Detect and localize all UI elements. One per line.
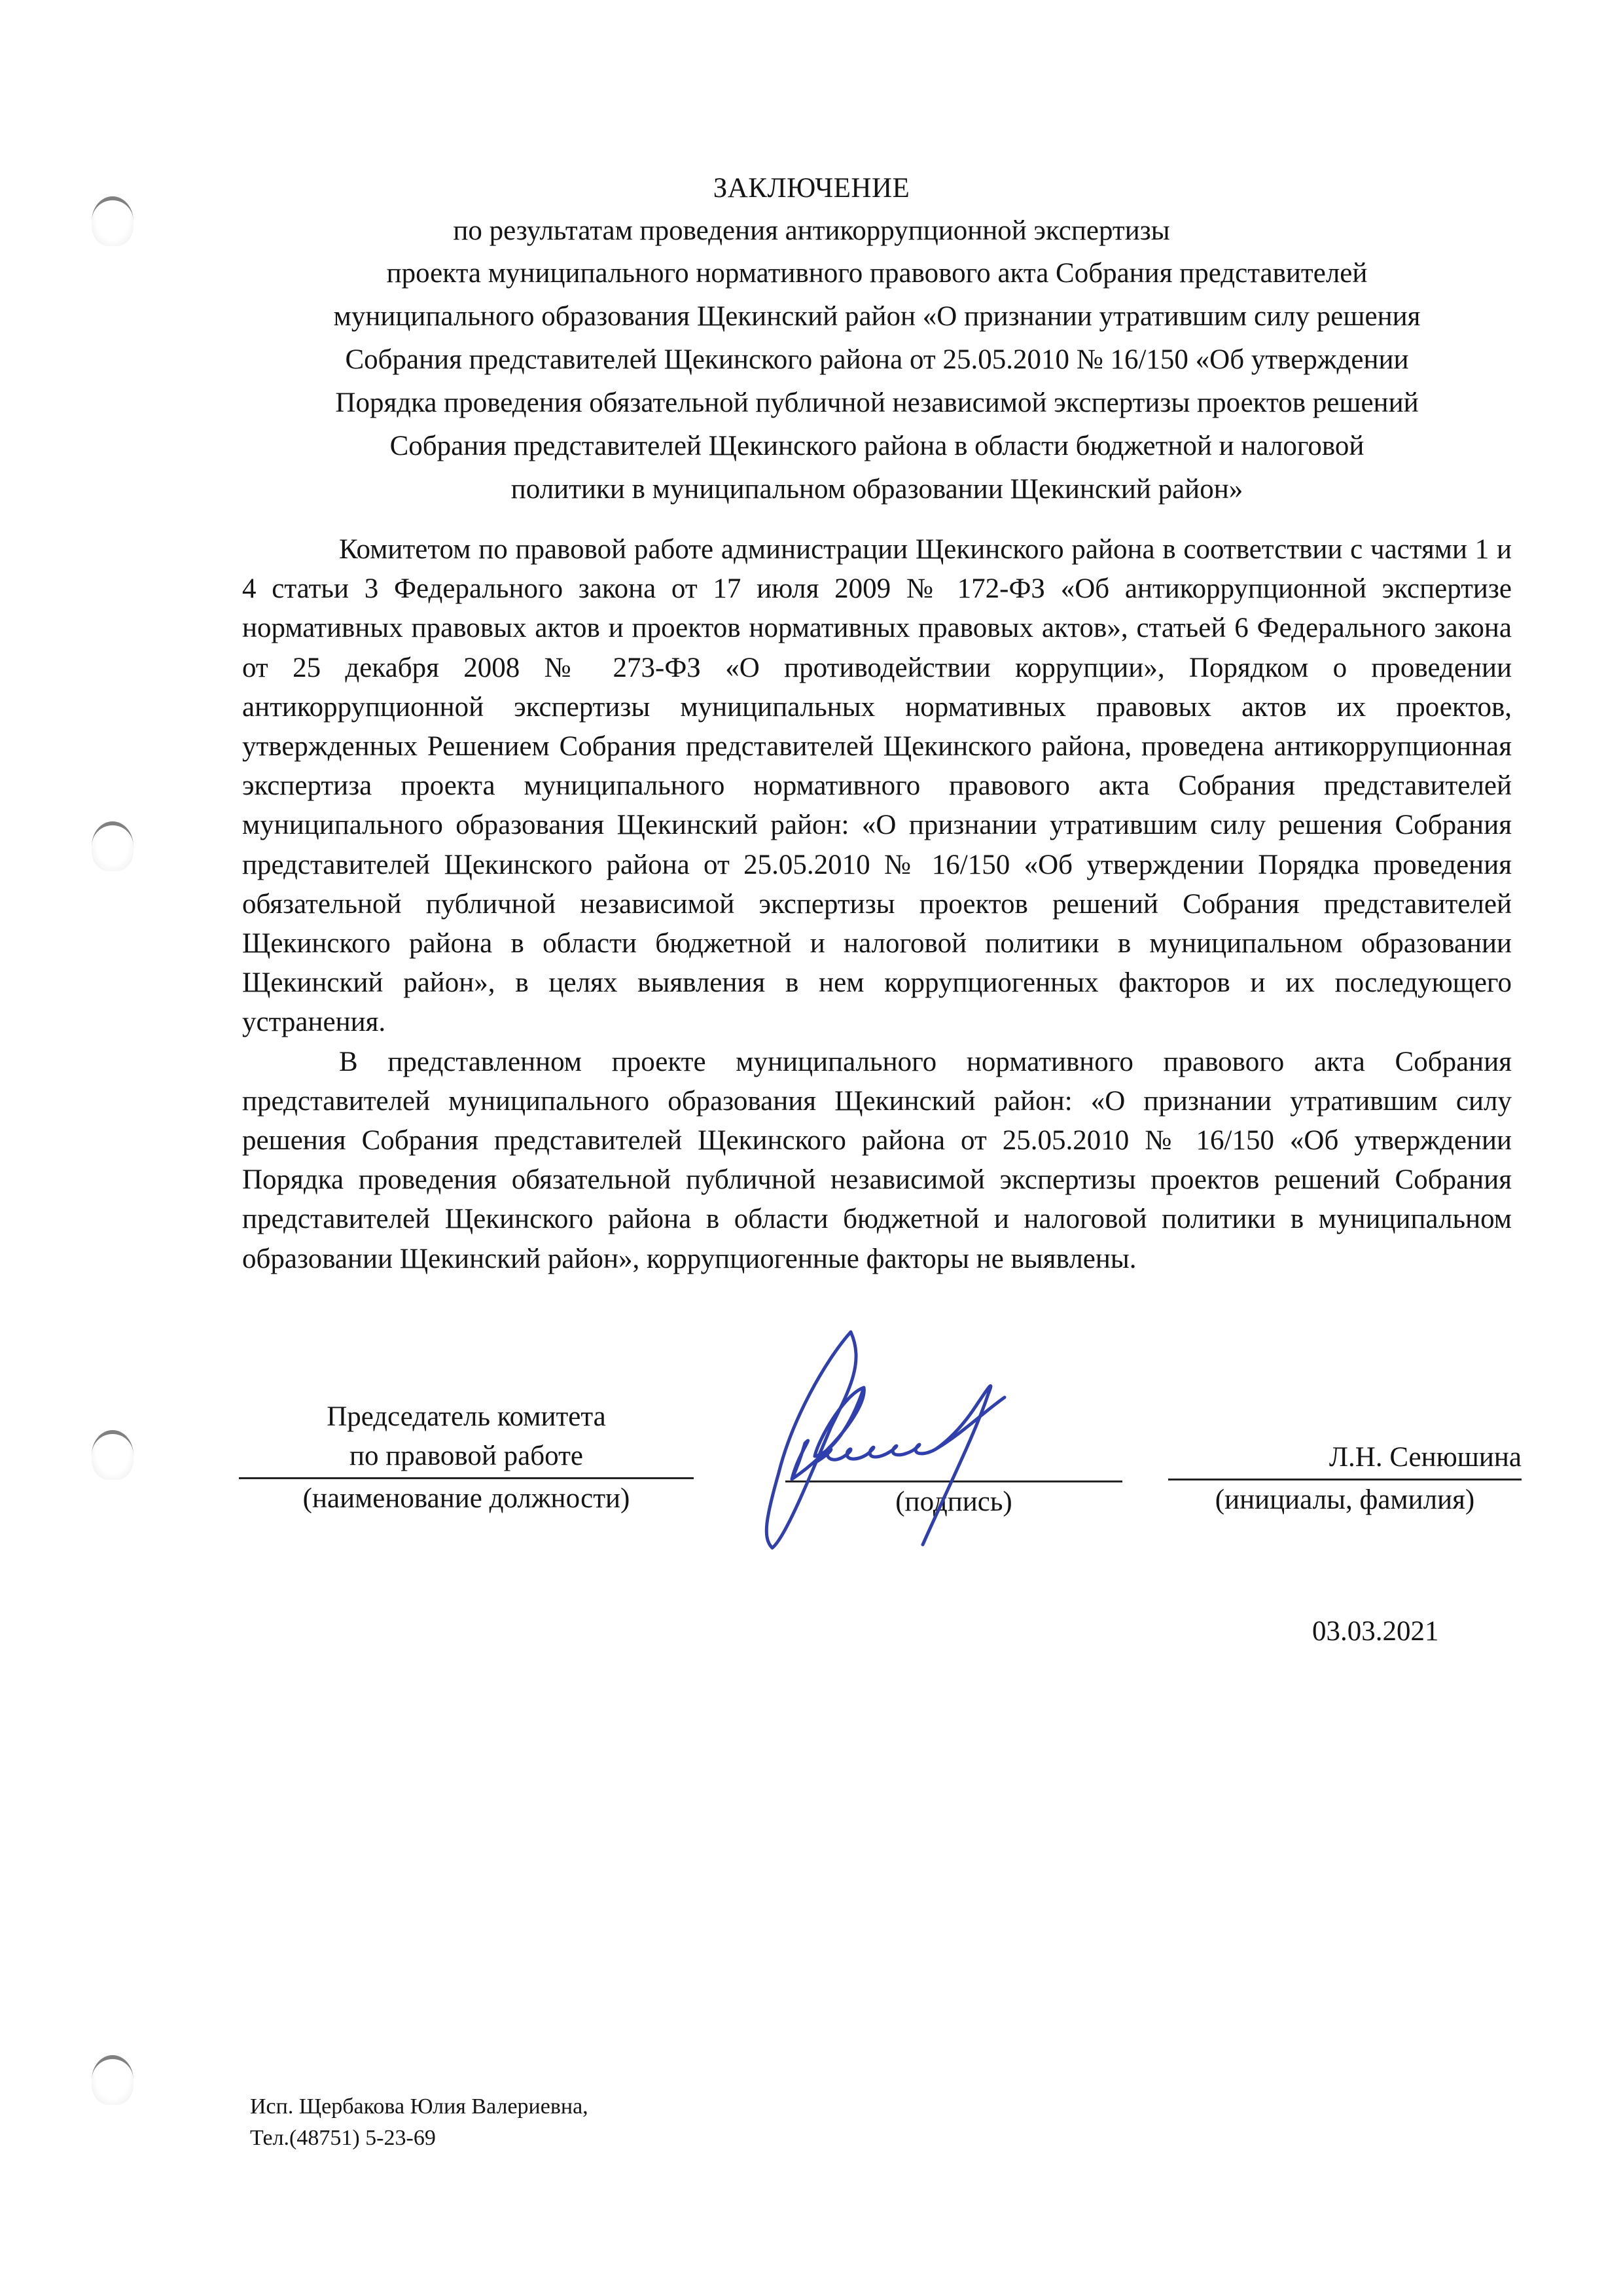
heading-line: политики в муниципальном образовании Щекинский район» — [510, 474, 1243, 505]
name-field — [1168, 1438, 1522, 1520]
signer-name: Л.Н. Сенюшина — [1329, 1442, 1522, 1473]
position-line: по правовой работе — [349, 1441, 583, 1471]
executor-name: Исп. Щербакова Юлия Валериевна, — [250, 2094, 588, 2119]
signature-stroke — [766, 1332, 856, 1548]
position-caption: (наименование должности) — [302, 1483, 630, 1514]
executor-info — [250, 2091, 588, 2154]
document-subtitle: по результатам проведения антикоррупционной экспертизы — [453, 215, 1170, 246]
position-line: Председатель комитета — [327, 1401, 606, 1432]
position-field — [239, 1397, 694, 1518]
document-date: 03.03.2021 — [1312, 1616, 1439, 1647]
signature-caption: (подпись) — [895, 1486, 1012, 1517]
body-paragraph: В представленном проекте муниципального нормативного правового акта Собрания представителей муниципального образования Щекинский район: «О признании утратившим силу решения Собрания представителей Щекинского района от 25.05.2010 № 16/150 «Об утверждении Порядка проведения обязательной публичной независимой экспертизы проектов решений Собрания представителей Щекинского района в области бюджетной и налоговой политики в муниципальном образовании Щекинский район», коррупциогенные факторы не выявлены. — [242, 1046, 1512, 1274]
handwritten-signature — [753, 1322, 1060, 1571]
name-caption: (инициалы, фамилия) — [1215, 1484, 1475, 1515]
document-title: ЗАКЛЮЧЕНИЕ — [713, 173, 910, 204]
document-body — [242, 530, 1512, 1279]
heading-line: Порядка проведения обязательной публичной независимой экспертизы проектов решений — [335, 387, 1419, 418]
punch-hole-mark — [92, 2055, 134, 2105]
punch-hole-mark — [92, 821, 134, 871]
punch-hole-mark — [92, 1430, 134, 1480]
document-heading — [242, 252, 1512, 511]
heading-line: Собрания представителей Щекинского района от 25.05.2010 № 16/150 «Об утверждении — [345, 344, 1409, 375]
heading-line: проекта муниципального нормативного правового акта Собрания представителей — [386, 258, 1368, 289]
heading-line: муниципального образования Щекинский район «О признании утратившим силу решения — [333, 301, 1421, 332]
executor-phone: Тел.(48751) 5-23-69 — [250, 2126, 436, 2150]
heading-line: Собрания представителей Щекинского района в области бюджетной и налоговой — [389, 431, 1364, 461]
body-paragraph: Комитетом по правовой работе администрации Щекинского района в соответствии с частями 1 и 4 статьи 3 Федерального закона от 17 июля 2009 № 172-ФЗ «Об антикоррупционной экспертизе нормативных правовых актов и проектов нормативных правовых актов», статьей 6 Федерального закона от 25 декабря 2008 № 273-ФЗ «О противодействии коррупции», Порядком о проведении антикоррупционной экспертизы муниципальных нормативных правовых актов их проектов, утвержденных Решением Собрания представителей Щекинского района, проведена антикоррупционная экспертиза проекта муниципального нормативного правового акта Собрания представителей муниципального образования Щекинский район: «О признании утратившим силу решения Собрания представителей Щекинского района от 25.05.2010 № 16/150 «Об утверждении Порядка проведения обязательной публичной независимой экспертизы проектов решений Собрания представителей Щекинского района в области бюджетной и налоговой политики в муниципальном образовании Щекинский район», в целях выявления в нем коррупциогенных факторов и их последующего устранения. — [242, 534, 1512, 1038]
